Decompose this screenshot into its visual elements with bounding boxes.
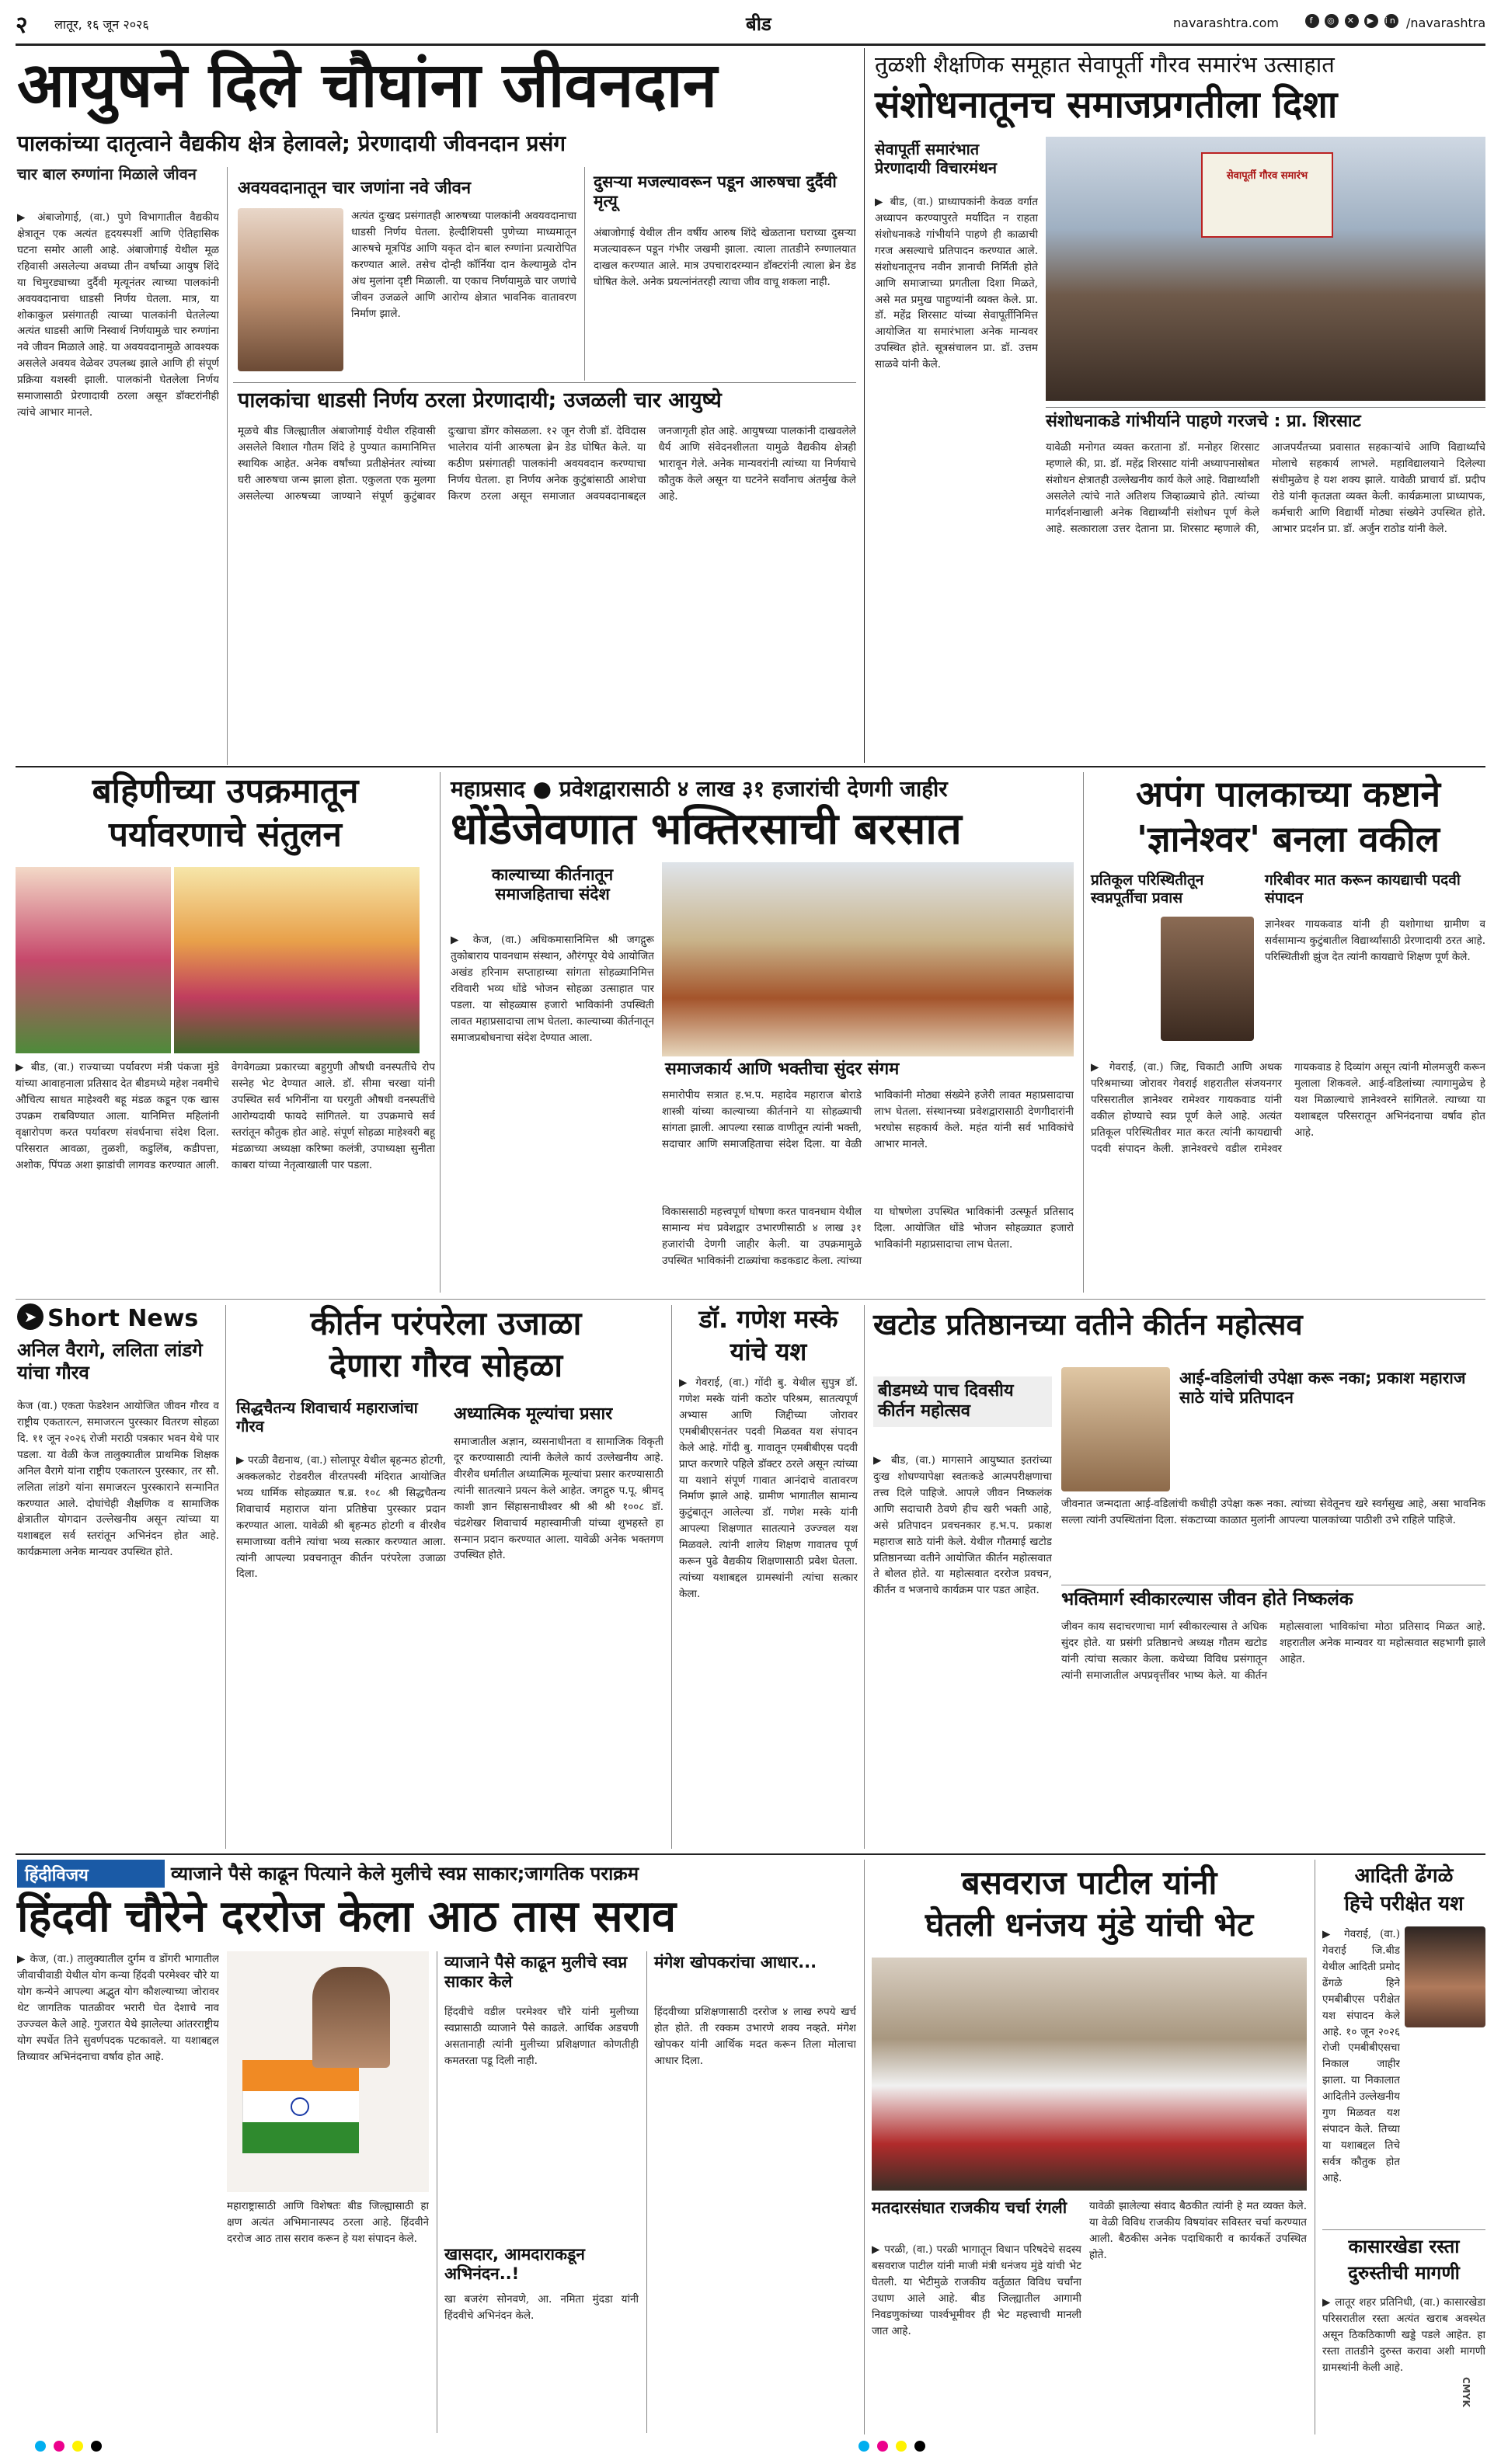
a1-headline: आयुषने दिले चौघांना जीवनदान [17, 49, 717, 121]
a2-body-cont [875, 575, 1038, 761]
a8-body: ▶ बीड, (वा.) मागसाने आयुष्यात इतरांच्या दुःख शोधण्यापेक्षा स्वतःकडे आत्मपरीक्षणाचा तत्त्व दिले पाहिजे. आपले जीवन निष्कलंक आणि सदाचारी ठेवणे हीच खरी भक्ती आहे, असे प्रतिपादन प्रवचनकार ह.भ.प. प्रकाश महाराज साठे यांनी केले. येथील गौतमाई खटोड प्रतिष्ठानच्या वतीने आयोजित कीर्तन महोत्सवात ते बोलत होते. या महोत्सवात दररोज प्रवचन, कीर्तन व भजनाचे कार्यक्रम पार पडत आहेत. [873, 1454, 1052, 1597]
registration-dot-cyan-2 [858, 2441, 869, 2452]
a3-photo-2 [174, 867, 420, 1053]
a2-title-2: संशोधनातूनच समाजप्रगतीला दिशा [875, 83, 1338, 127]
a9-box3-title: खासदार, आमदाराकडून अभिनंदन..! [444, 2245, 585, 2284]
a11-title-1: आदिती ढेंगळे [1354, 1864, 1454, 1888]
social-handle[interactable]: /navarashtra [1406, 16, 1486, 30]
registration-dot-cyan [35, 2441, 46, 2452]
a10-title-2: घेतली धनंजय मुंडे यांची भेट [925, 1905, 1254, 1944]
cmyk-mark: CMYK [1461, 2377, 1471, 2407]
section-title: बीड [746, 13, 771, 35]
a8-photo-speaker [1061, 1367, 1170, 1491]
a9-label: हिंदीविजय [17, 1860, 165, 1888]
registration-dot-magenta [54, 2441, 64, 2452]
social-icons [1305, 14, 1398, 28]
a1-photo-child [238, 208, 343, 371]
a1-body: ▶ अंबाजोगाई, (वा.) पुणे विभागातील वैद्यकीय क्षेत्रातून एक अत्यंत हृदयस्पर्शी आणि ऐतिहासिक घटना समोर आली आहे. अंबाजोगाई येथील मूळ रहिवासी असलेल्या अवघ्या तीन वर्षांच्या आयुष शिंदे या चिमुरड्याच्या दुर्दैवी मृत्यूनंतर त्याच्या पालकांनी अवयवदानाचा धाडसी निर्णय घेतला. मात्र, या शोकाकुल प्रसंगातही त्याच्या पालकांनी घेतलेल्या अत्यंत धाडसी आणि निस्वार्थ निर्णयामुळे चार रुग्णांना नवे जीवन मिळाले आहे. या अवयवदानामुळे आवश्यक असलेले अवयव वेळेवर उपलब्ध झाले आणि ही संपूर्ण प्रक्रिया यशस्वी झाली. पालकांनी घेतलेला निर्णय समाजासाठी प्रेरणादायी ठरला असून डॉक्टरांनीही त्यांचे आभार मानले. [17, 211, 219, 419]
a5-photo-portrait [1161, 917, 1254, 1041]
a9-box1-title: व्याजाने पैसे काढून मुलीचे स्वप्न साकार केले [444, 1953, 628, 1992]
a4-over-title: प्रवेशद्वारासाठी ४ लाख ३१ हजारांची देणगी जाहीर [559, 776, 948, 802]
a9-box1-body: हिंदवीचे वडील परमेश्वर चौरे यांनी मुलीच्या स्वप्नासाठी व्याजाने पैसे काढले. आर्थिक अडचणी असतानाही त्यांनी मुलीच्या प्रशिक्षणात कोणतीही कमतरता पडू दिली नाही. [444, 2006, 639, 2067]
a5-intro: ज्ञानेश्वर गायकवाड यांनी ही यशोगाथा ग्रामीण व सर्वसामान्य कुटुंबातील विद्यार्थ्यांसाठी प्रेरणादायी ठरत आहे. परिस्थितीशी झुंज देत त्यांनी कायद्याचे शिक्षण पूर्ण केले. [1265, 918, 1485, 963]
a4-body2: विकाससाठी महत्त्वपूर्ण घोषणा करत पावनधाम येथील सामान्य मंच प्रवेशद्वार उभारणीसाठी ४ लाख ३१ हजारांची देणगी जाहीर केली. या उपक्रमामुळे उपस्थित भाविकांनी टाळ्यांचा कडकडाट केला. त्यांच्या या घोषणेला उपस्थित भाविकांनी उत्स्फूर्त प्रतिसाद दिला. आयोजित धोंडे भोजन सोहळ्यात हजारो भाविकांनी महाप्रसादाचा लाभ घेतला. [662, 1206, 1074, 1267]
page-header [16, 8, 1485, 39]
color-registration-2 [855, 2438, 1010, 2453]
a6-body: ▶ परळी वैद्यनाथ, (वा.) सोलापूर येथील बृहन्मठ होटगी, अक्कलकोट रोडवरील वीरतपस्वी मंदिरात आयोजित भव्य धार्मिक सोहळ्यात ष.ब्र. १०८ श्री सिद्धचैतन्य शिवाचार्य महाराज यांना प्रतिष्ठेचा पुरस्कार प्रदान करण्यात आला. यावेळी श्री बृहन्मठ होटगी व वीरशैव समाजाच्या वतीने त्यांचा भव्य सत्कार करण्यात आला. त्यांनी आपल्या प्रवचनातून कीर्तन परंपरेला उजाळा दिला. [236, 1454, 446, 1581]
short-news-arrow-icon: ➤ [17, 1303, 44, 1330]
a10-body: यावेळी झालेल्या संवाद बैठकीत त्यांनी हे मत व्यक्त केले. या वेळी विविध राजकीय विषयांवर सविस्तर चर्चा करण्यात आली. बैठकीस अनेक पदाधिकारी व कार्यकर्ते उपस्थित होते. [1089, 2200, 1307, 2261]
page-number: २ [16, 12, 28, 39]
short-news-label [17, 1303, 211, 1335]
a2-photo-banner-text: सेवापूर्ती गौरव समारंभ [1226, 170, 1308, 182]
a1-subheadline: पालकांच्या दातृत्वाने वैद्यकीय क्षेत्र हेलावले; प्रेरणादायी जीवनदान प्रसंग [17, 131, 566, 156]
a8-h2-body: जीवन काय सदाचरणाचा मार्ग स्वीकारल्यास ते अधिक सुंदर होते. या प्रसंगी प्रतिष्ठानचे अध्यक्ष गौतम खटोड यांनी त्यांचा सत्कार केला. कथेच्या विविध प्रसंगातून त्यांनी समाजातील अपप्रवृत्तींवर भाष्य केले. या कीर्तन महोत्सवाला भाविकांचा मोठा प्रतिसाद मिळत आहे. शहरातील अनेक मान्यवर या महोत्सवात सहभागी झाले आहेत. [1061, 1620, 1485, 1682]
a11-title-2: हिचे परीक्षेत यश [1344, 1892, 1464, 1916]
a11-photo-portrait [1405, 1926, 1485, 2027]
a6-h2: अध्यात्मिक मूल्यांचा प्रसार [454, 1404, 613, 1424]
registration-dot-black-2 [914, 2441, 925, 2452]
a2-photo-ceremony [1046, 137, 1485, 401]
a6-h2-body: समाजातील अज्ञान, व्यसनाधीनता व सामाजिक विकृती दूर करण्यासाठी त्यांनी केलेले कार्य उल्लेखनीय आहे. वीरशैव धर्मातील अध्यात्मिक मूल्यांचा प्रसार करण्यासाठी त्यांनी सातत्याने प्रयत्न केले आहेत. जगद्गुरु प.पू. श्रीमद् काशी ज्ञान सिंहासनाधीश्वर श्री श्री श्री १००८ डॉ. चंद्रशेखर शिवाचार्य महास्वामीजी यांच्या शुभहस्ते हा सन्मान प्रदान करण्यात आला. यावेळी अनेक भक्तगण उपस्थित होते. [454, 1436, 663, 1562]
registration-dot-yellow [72, 2441, 83, 2452]
a10-title-1: बसवराज पाटील यांनी [961, 1864, 1217, 1902]
a4-headline: धोंडेजेवणात भक्तिरसाची बरसात [451, 804, 962, 854]
a9-body2: महाराष्ट्रासाठी आणि विशेषतः बीड जिल्ह्यासाठी हा क्षण अत्यंत अभिमानास्पद ठरला आहे. हिंदवीने दररोज आठ तास सराव करून हे यश संपादन केले. [227, 2200, 429, 2245]
a2-h2-body: यावेळी मनोगत व्यक्त करताना डॉ. मनोहर शिरसाट म्हणाले की, प्रा. डॉ. महेंद्र शिरसाट यांनी अध्यापनासोबत संशोधन क्षेत्रातही उल्लेखनीय कार्य केले आहे. विद्यार्थ्यांशी असलेले त्यांचे नाते अतिशय जिव्हाळ्याचे होते. त्यांच्या मार्गदर्शनाखाली अनेक विद्यार्थ्यांनी संशोधन पूर्ण केले आहे. सत्काराला उत्तर देताना प्रा. शिरसाट म्हणाले की, आजपर्यंतच्या प्रवासात सहकाऱ्यांचे आणि विद्यार्थ्यांचे मोलाचे सहकार्य लाभले. महाविद्यालयाने दिलेल्या संधीमुळेच हे यश शक्य झाले. यावेळी प्राचार्य डॉ. प्रदीप रोडे यांनी कृतज्ञता व्यक्त केली. कार्यक्रमाला प्राध्यापक, कर्मचारी आणि विद्यार्थी मोठ्या संख्येने उपस्थित होते. आभार प्रदर्शन प्रा. डॉ. अर्जुन राठोड यांनी केले. [1046, 441, 1485, 535]
registration-dot-black [91, 2441, 102, 2452]
a1-box1-body: अत्यंत दुःखद प्रसंगातही आरुषच्या पालकांनी अवयवदानाचा धाडसी निर्णय घेतला. हेल्दीशियसी पुणेच्या माध्यमातून आरुषचे मूत्रपिंड आणि यकृत दोन बाल रुग्णांना प्रत्यारोपित करण्यात आले. तसेच दोन्ही कॉर्निया दान केल्यामुळे दोन अंध मुलांना दृष्टी मिळाली. या एकाच निर्णयामुळे चार जणांचे जीवन उजळले आणि आरोग्य क्षेत्रात भावनिक वातावरण निर्माण झाले. [351, 210, 576, 320]
a3-title-1: बहिणीच्या उपक्रमातून [92, 771, 359, 811]
a2-kicker: सेवापूर्ती समारंभात प्रेरणादायी विचारमंथन [875, 140, 997, 177]
a6-title-2: देणारा गौरव सोहळा [329, 1346, 563, 1384]
a1-box2-body: अंबाजोगाई येथील तीन वर्षीय आरुष शिंदे खेळताना घराच्या दुसऱ्या मजल्यावरून पडून गंभीर जखमी झाला. त्याला तातडीने रुग्णालयात दाखल करण्यात आले. मात्र उपचारादरम्यान डॉक्टरांनी त्याला ब्रेन डेड घोषित केले. अनेक प्रयत्नांनंतरही त्याचा जीव वाचू शकला नाही. [594, 227, 856, 288]
header-rule [16, 44, 1485, 46]
a10-photo-meeting [872, 1958, 1307, 2191]
a9-box2-body: हिंदवीच्या प्रशिक्षणासाठी दररोज ४ लाख रुपये खर्च होत होते. ती रक्कम उभारणे शक्य नव्हते. मंगेश खोपकर यांनी आर्थिक मदत करून तिला मोलाचा आधार दिला. [654, 2006, 856, 2067]
a5-body: ▶ गेवराई, (वा.) जिद्द, चिकाटी आणि अथक परिश्रमाच्या जोरावर गेवराई शहरातील संजयनगर परिसरातील ज्ञानेश्वर रामेश्वर गायकवाड यांनी वकील होण्याचे स्वप्न पूर्ण केले आहे. अत्यंत प्रतिकूल परिस्थितीवर मात करत त्यांनी कायद्याची पदवी संपादन केली. ज्ञानेश्वरचे वडील रामेश्वर गायकवाड हे दिव्यांग असून त्यांनी मोलमजुरी करून मुलाला शिकवले. आई-वडिलांच्या त्यागामुळेच हे यश मिळाल्याचे ज्ञानेश्वरने सांगितले. त्याच्या या यशाबद्दल परिसरातून अभिनंदनाचा वर्षाव होत आहे. [1091, 1061, 1485, 1155]
a12-title-1: कासारखेडा रस्ता [1348, 2236, 1460, 2257]
a4-body: समारोपीय सत्रात ह.भ.प. महादेव महाराज बोराडे शास्त्री यांच्या काल्याच्या कीर्तनाने या सोहळ्याची सांगता झाली. आपल्या रसाळ वाणीतून त्यांनी भक्ती, सदाचार आणि समाजहिताचा संदेश दिला. या वेळी भाविकांनी मोठ्या संख्येने हजेरी लावत महाप्रसादाचा लाभ घेतला. संस्थानच्या प्रवेशद्वारासाठी देणगीदारांनी भरघोस सहकार्य केले. महंत यांनी सर्व भाविकांचे आभार मानले. [662, 1089, 1074, 1150]
a3-title-2: पर्यावरणाचे संतुलन [109, 815, 342, 854]
site-url[interactable]: navarashtra.com [1173, 16, 1279, 30]
a2-title-1: तुळशी शैक्षणिक समूहात सेवापूर्ती गौरव समारंभ उत्साहात [875, 51, 1335, 78]
a5-title-2: 'ज्ञानेश्वर' बनला वकील [1137, 818, 1440, 860]
a7-body: ▶ गेवराई, (वा.) गोंदी बु. येथील सुपुत्र डॉ. गणेश मस्के यांनी कठोर परिश्रम, सातत्यपूर्ण अभ्यास आणि जिद्दीच्या जोरावर एमबीबीएसनंतर पदवी मिळवत यश संपादन केले आहे. गोंदी बु. गावातून एमबीबीएस पदवी प्राप्त करणारे पहिले डॉक्टर ठरले असून त्यांच्या या यशाने संपूर्ण गावात आनंदाचे वातावरण निर्माण झाले आहे. ग्रामीण भागातील सामान्य कुटुंबातून आलेल्या डॉ. गणेश मस्के यांनी आपल्या शिक्षणात सातत्याने उज्ज्वल यश मिळवले. त्यांनी शालेय शिक्षण गावातच पूर्ण करून पुढे वैद्यकीय शिक्षणासाठी प्रवेश घेतला. त्यांच्या यशाबद्दल ग्रामस्थांनी त्यांचा सत्कार केला. [679, 1376, 858, 1600]
a2-body: ▶ बीड, (वा.) प्राध्यापकांनी केवळ वर्गात अध्यापन करण्यापुरते मर्यादित न राहता संशोधनाकडे गांभीर्याने पाहणे ही काळाची गरज असल्याचे प्रतिपादन करण्यात आले. संशोधनातूनच नवीन ज्ञानाची निर्मिती होते आणि समाजाच्या प्रगतीला दिशा मिळते, असे मत प्रमुख पाहुण्यांनी व्यक्त केले. प्रा. डॉ. महेंद्र शिरसाट यांच्या सेवापूर्तीनिमित्त आयोजित या समारंभाला अनेक मान्यवर उपस्थित होते. सूत्रसंचालन प्रा. डॉ. उत्तम साळवे यांनी केले. [875, 196, 1038, 371]
a8-h2: भक्तिमार्ग स्वीकारल्यास जीवन होते निष्कलंक [1061, 1589, 1353, 1610]
a9-box3-body: खा बजरंग सोनवणे, आ. नमिता मुंदडा यांनी हिंदवीचे अभिनंदन केले. [444, 2293, 639, 2322]
a4-photo-caption: समाजकार्य आणि भक्तीचा सुंदर संगम [665, 1060, 900, 1079]
a8-box-title: आई-वडिलांची उपेक्षा करू नका; प्रकाश महाराज साठे यांचे प्रतिपादन [1179, 1369, 1466, 1408]
a9-box2-title: मंगेश खोपकरांचा आधार... [654, 1953, 817, 1972]
instagram-icon[interactable]: ◎ [1325, 14, 1339, 28]
a4-over-label: महाप्रसाद [451, 776, 525, 802]
a10-body2: ▶ परळी, (वा.) परळी भागातून विधान परिषदेचे सदस्य बसवराज पाटील यांनी माजी मंत्री धनंजय मुंडे यांची भेट घेतली. या भेटीमुळे राजकीय वर्तुळात विविध चर्चांना उधाण आले आहे. बीड जिल्ह्यातील आगामी निवडणुकांच्या पार्श्वभूमीवर ही भेट महत्त्वाची मानली जात आहे. [872, 2243, 1081, 2337]
a4-photo-feast [662, 862, 1074, 1056]
a9-flag-chakra-icon [291, 2097, 309, 2116]
a3-photo-1 [16, 867, 171, 1053]
a5-kicker: प्रतिकूल परिस्थितीतून स्वप्नपूर्तीचा प्रवास [1091, 872, 1204, 907]
a9-photo-yoga [227, 1951, 429, 2192]
a7-title-1: डॉ. गणेश मस्के [698, 1304, 838, 1334]
a2-photo-banner [1201, 152, 1333, 238]
page-date: लातूर, १६ जून २०२६ [54, 17, 149, 32]
a8-box-body: जीवनात जन्मदाता आई-वडिलांची कधीही उपेक्षा करू नका. त्यांच्या सेवेतूनच खरे स्वर्गसुख आहे, असा भावनिक सल्ला त्यांनी उपस्थितांना दिला. संकटाच्या काळात मुलांनी आपल्या पालकांच्या पाठीशी उभे राहिले पाहिजे. [1061, 1498, 1485, 1526]
short-news-body: केज (वा.) एकता फेडरेशन आयोजित जीवन गौरव व राष्ट्रीय एकतारत्न, समाजरत्न पुरस्कार वितरण सोहळा दि. ११ जून २०२६ रोजी मराठी पत्रकार भवन येथे पार पडला. या वेळी केज तालुक्यातील प्राथमिक शिक्षक अनिल वैरागे यांना राष्ट्रीय एकतारत्न पुरस्कार, तर सौ. ललिता लांडगे यांना समाजरत्न पुरस्काराने सन्मानित करण्यात आले. दोघांचेही शैक्षणिक व सामाजिक क्षेत्रातील योगदान उल्लेखनीय असून त्यांच्या या यशाबद्दल सर्व स्तरांतून अभिनंदन होत आहे. कार्यक्रमाला अनेक मान्यवर उपस्थित होते. [17, 1400, 219, 1559]
short-news-text: Short News [47, 1305, 199, 1332]
a4-box-title: काल्याच्या कीर्तनातून समाजहिताचा संदेश [491, 865, 614, 904]
a12-title-2: दुरुस्तीची मागणी [1348, 2262, 1460, 2284]
a9-flag-green [242, 2122, 359, 2153]
a3-body: ▶ बीड, (वा.) राज्याच्या पर्यावरण मंत्री पंकजा मुंडे यांच्या आवाहनाला प्रतिसाद देत बीडमध्ये महेश नवमीचे औचित्य साधत माहेश्वरी बहू मंडळ कडून एक खास उपक्रम राबविण्यात आला. यानिमित्त महिलांनी वृक्षारोपण करत पर्यावरण संवर्धनाचा संदेश दिला. परिसरात आवळा, तुळशी, कडुलिंब, कडीपत्ता, अशोक, पिंपळ अशा झाडांची लागवड करण्यात आली. वेगवेगळ्या प्रकारच्या बहुगुणी औषधी वनस्पतींचे रोप सस्नेह भेट देण्यात आले. डॉ. सीमा चरखा यांनी उपस्थित सर्व भगिनींना या घरगुती औषधी वनस्पतींचे आरोग्यदायी फायदे सांगितले. या उपक्रमाचे सर्व स्तरांतून कौतुक होत आहे. संपूर्ण सोहळा माहेश्वरी बहू मंडळाच्या अध्यक्षा करिष्मा कलंत्री, उपाध्यक्षा सुनीता काबरा यांच्या नेतृत्वाखाली पार पडला. [16, 1061, 435, 1171]
registration-dot-magenta-2 [877, 2441, 888, 2452]
a5-kicker-2: गरिबीवर मात करून कायद्याची पदवी संपादन [1265, 872, 1461, 907]
registration-dot-yellow-2 [896, 2441, 907, 2452]
a1-h2: पालकांचा धाडसी निर्णय ठरला प्रेरणादायी; उजळली चार आयुष्ये [238, 388, 722, 412]
a9-body: ▶ केज, (वा.) तालुक्यातील दुर्गम व डोंगरी भागातील जीवाचीवाडी येथील योग कन्या हिंदवी परमेश्वर चौरे या योग कन्येने आपल्या अद्भुत योग कौशल्याच्या जोरावर थेट जागतिक पातळीवर भरारी घेत देशाचे नाव उज्ज्वल केले आहे. गुजरात येथे झालेल्या आंतरराष्ट्रीय योग स्पर्धेत तिने सुवर्णपदक पटकावले. या यशाबद्दल तिच्यावर अभिनंदनाचा वर्षाव होत आहे. [17, 1953, 219, 2063]
bullet-icon: ● [532, 776, 552, 802]
a1-h2-body: मूळचे बीड जिल्ह्यातील अंबाजोगाई येथील रहिवासी असलेले विशाल गौतम शिंदे हे पुण्यात कामानिमित्त स्थायिक आहेत. अनेक वर्षांच्या प्रतीक्षेनंतर त्यांच्या घरी आरुषचा जन्म झाला होता. एकुलता एक मुलगा असलेल्या आरुषच्या जाण्याने संपूर्ण कुटुंबावर दुःखाचा डोंगर कोसळला. १२ जून रोजी डॉ. देविदास भालेराव यांनी आरुषला ब्रेन डेड घोषित केले. या कठीण प्रसंगातही पालकांनी अवयवदान करण्याचा निर्णय घेतला. हा निर्णय अनेक कुटुंबांसाठी आशेचा किरण ठरला असून समाजात अवयवदानाबद्दल जनजागृती होत आहे. आयुषच्या पालकांनी दाखवलेले धैर्य आणि संवेदनशीलता यामुळे वैद्यकीय क्षेत्रही भारावून गेले. अनेक मान्यवरांनी त्यांच्या या निर्णयाचे कौतुक केले असून या घटनेने सर्वांनाच अंतर्मुख केले आहे. [238, 425, 856, 503]
a6-kicker: सिद्धचैतन्य शिवाचार्य महाराजांचा गौरव [236, 1398, 418, 1436]
a1-box1-title: अवयवदानातून चार जणांना नवे जीवन [238, 179, 472, 198]
short-news-title: अनिल वैरागे, ललिता लांडगे यांचा गौरव [17, 1339, 203, 1383]
a9-portrait [312, 1967, 390, 2068]
linkedin-icon[interactable]: in [1384, 14, 1398, 28]
a1-box2-title: दुसऱ्या मजल्यावरून पडून आरुषचा दुर्दैवी मृत्यू [594, 172, 837, 211]
color-registration [31, 2438, 186, 2453]
a12-body: ▶ लातूर शहर प्रतिनिधी, (वा.) कासारखेडा परिसरातील रस्ता अत्यंत खराब अवस्थेत असून ठिकठिकाणी खड्डे पडले आहेत. हा रस्ता तातडीने दुरुस्त करावा अशी मागणी ग्रामस्थांनी केली आहे. [1322, 2296, 1485, 2374]
twitter-icon[interactable]: ✕ [1345, 14, 1359, 28]
a6-title-1: कीर्तन परंपरेला उजाळा [310, 1304, 582, 1342]
a4-over [451, 774, 1150, 803]
a11-body: ▶ गेवराई, (वा.) गेवराई जि.बीड येथील आदिती प्रमोद ढेंगळे हिने एमबीबीएस परीक्षेत यश संपादन केले आहे. १० जून २०२६ रोजी एमबीबीएसचा निकाल जाहीर झाला. या निकालात आदितीने उल्लेखनीय गुण मिळवत यश संपादन केले. तिच्या या यशाबद्दल तिचे सर्वत्र कौतुक होत आहे. [1322, 1928, 1400, 2184]
facebook-icon[interactable]: f [1305, 14, 1319, 28]
a8-kicker: बीडमध्ये पाच दिवसीय कीर्तन महोत्सव [873, 1376, 1052, 1427]
a9-over-title: व्याजाने पैसे काढून पित्याने केले मुलीचे स्वप्न साकार;जागतिक पराक्रम [171, 1863, 639, 1885]
a5-title-1: अपंग पालकाच्या कष्टाने [1135, 773, 1441, 815]
a1-kicker: चार बाल रुग्णांना मिळाले जीवन [17, 165, 197, 183]
a7-title-2: यांचे यश [730, 1337, 807, 1366]
youtube-icon[interactable]: ▶ [1364, 14, 1378, 28]
a10-kicker: मतदारसंघात राजकीय चर्चा रंगली [872, 2198, 1067, 2217]
a8-headline: खटोड प्रतिष्ठानच्या वतीने कीर्तन महोत्सव [873, 1307, 1303, 1342]
a2-h2: संशोधनाकडे गांभीर्याने पाहणे गरजचे : प्रा. शिरसाट [1046, 412, 1361, 431]
a9-headline: हिंदवी चौरेने दररोज केला आठ तास सराव [17, 1892, 677, 1942]
a4-box-body: ▶ केज, (वा.) अधिकमासानिमित्त श्री जगद्गुरू तुकोबाराय पावनधाम संस्थान, औरंगपूर येथे आयोजित अखंड हरिनाम सप्ताहाच्या सांगता सोहळ्यानिमित्त रविवारी भव्य धोंडे भोजन सोहळा उत्साहात पार पडला. या सोहळ्यास हजारो भाविकांनी उपस्थिती लावत महाप्रसादाचा लाभ घेतला. काल्याच्या कीर्तनातून समाजप्रबोधनाचा संदेश देण्यात आला. [451, 934, 654, 1044]
